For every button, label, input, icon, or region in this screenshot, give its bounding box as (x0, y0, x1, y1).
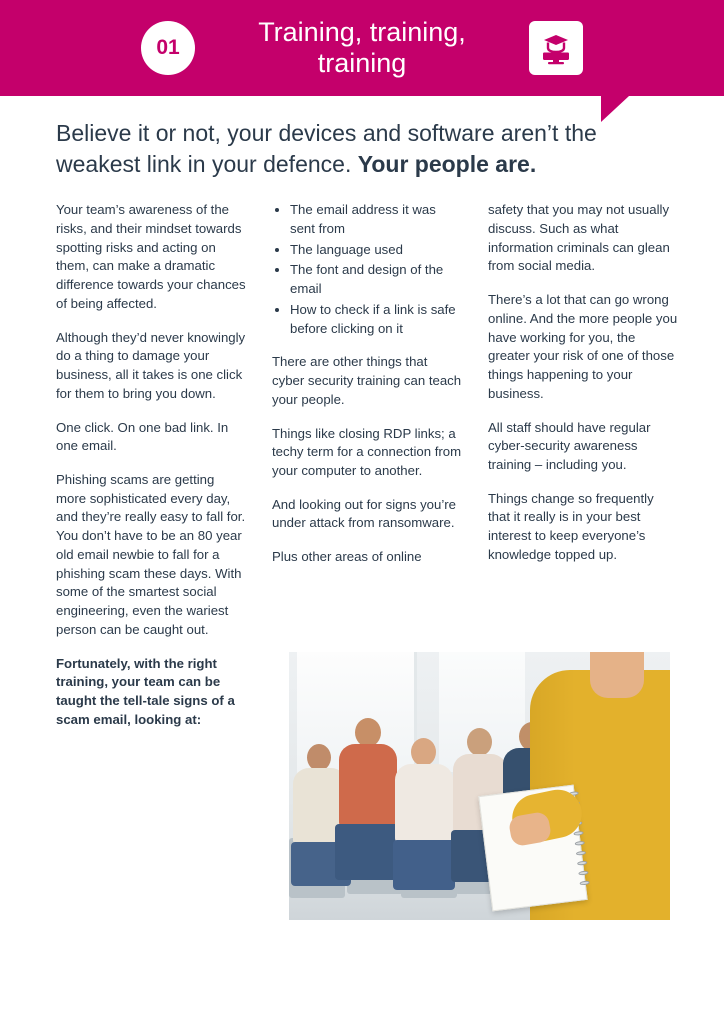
paragraph: There are other things that cyber security training can teach your people. (272, 354, 462, 407)
page-title: Training, training, training (258, 16, 466, 78)
article-body (0, 96, 724, 745)
paragraph-emphasis: Fortunately, with the right training, your team can be taught the tell-tale signs of a scam email, looking at: (56, 655, 235, 727)
article-photo (289, 652, 670, 920)
lede-paragraph (56, 118, 656, 179)
lede-text-regular: Believe it or not, your devices and software aren’t the weakest link in your defence. (56, 120, 597, 177)
header-pointer (601, 96, 657, 122)
lede-text-bold: Your people are. (357, 150, 537, 177)
photo-scene (289, 652, 670, 920)
list-item: • The email address it was sent from (290, 201, 462, 238)
paragraph: Although they’d never knowingly do a thing to damage your business, all it takes is one click for them to bring you down. (56, 329, 246, 401)
list-item: • The font and design of the email (290, 261, 462, 298)
paragraph: Plus other areas of online (272, 549, 422, 565)
column-left (56, 201, 246, 744)
scam-signs-list (272, 201, 462, 338)
photo-presenter-neck (590, 652, 644, 698)
paragraph: Your team’s awareness of the risks, and their mindset towards spotting risks and acting on them, can make a dramatic difference towards your chances of being affected. (56, 202, 246, 311)
list-item: • The language used (290, 241, 462, 260)
paragraph: safety that you may not usually discuss. Such as what information criminals can glean from social media. (488, 202, 670, 274)
paragraph: And looking out for signs you’re under attack from ransomware. (272, 496, 457, 531)
paragraph: Phishing scams are getting more sophisticated every day, and they’re really easy to fall for. You don’t have to be an 80 year old email newbie to fall for a phishing scam these days. With some of the smartest social engineering, even the wariest person can be caught out. (56, 471, 246, 637)
page-header (0, 0, 724, 96)
paragraph: One click. On one bad link. In one email. (56, 419, 229, 454)
graduation-cap-monitor-icon (529, 21, 583, 75)
list-item: • How to check if a link is safe before clicking on it (290, 301, 462, 338)
paragraph: Things like closing RDP links; a techy term for a connection from your computer to another. (272, 425, 462, 478)
section-number-badge: 01 (141, 21, 195, 75)
paragraph: All staff should have regular cyber-security awareness training – including you. (488, 419, 651, 472)
paragraph: Things change so frequently that it really is in your best interest to keep everyone’s knowledge topped up. (488, 490, 654, 562)
paragraph: There’s a lot that can go wrong online. And the more people you have working for you, the greater your risk of one of those things happening to your business. (488, 292, 678, 401)
column-middle (272, 201, 462, 582)
column-right (488, 201, 678, 579)
